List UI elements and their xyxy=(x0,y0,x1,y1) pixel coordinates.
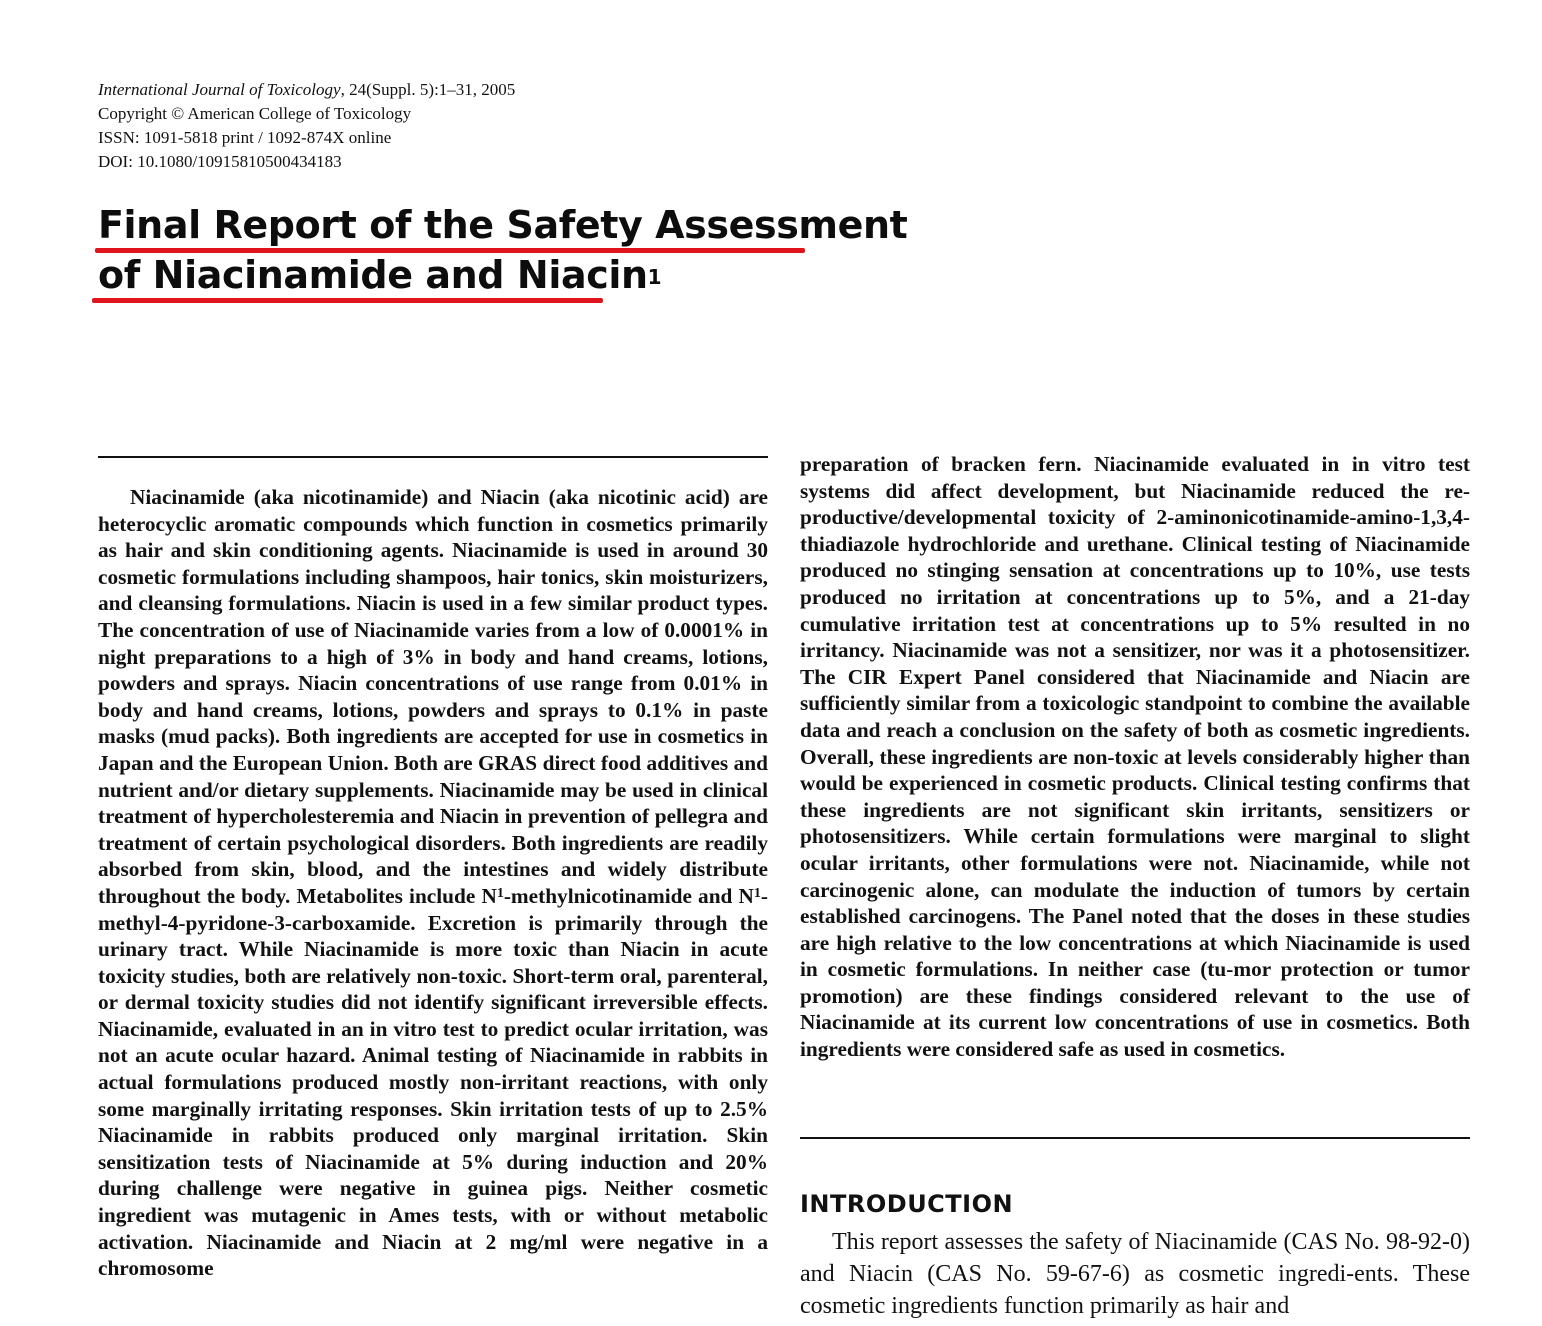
title-line-2-text: of Niacinamide and Niacin xyxy=(98,253,648,297)
introduction-text: This report assesses the safety of Niacinamide (CAS No. 98-92-0) and Niacin (CAS No. 59-67-6) as cosmetic ingredi-ents. These cosmetic ingredients function primarily as hair and xyxy=(800,1229,1470,1319)
abstract-left-column xyxy=(98,484,768,1326)
copyright-line: Copyright © American College of Toxicology xyxy=(98,104,412,123)
journal-volume: , 24(Suppl. 5):1–31, 2005 xyxy=(340,80,516,99)
title-line-1: Final Report of the Safety Assessment xyxy=(98,203,908,247)
abstract-right-column: preparation of bracken fern. Niacinamide evaluated in in vitro test systems did affect development, but Niacinamide reduced the re-productive/developmental toxicity of 2-aminonicotinamide-amino-1,3,4-thiadiazole hydrochloride and urethane. Clinical testing of Niacinamide produced no stinging sensation at concentrations up to 10%, use tests produced no irritation at concentrations up to 5%, and a 21-day cumulative irritation test at concentrations up to 5% resulted in no irritancy. Niacinamide was not a sensitizer, nor was it a photosensitizer. The CIR Expert Panel considered that Niacinamide and Niacin are sufficiently similar from a toxicologic standpoint to combine the available data and reach a conclusion on the safety of both as cosmetic ingredients. Overall, these ingredients are non-toxic at levels considerably higher than would be experienced in cosmetic products. Clinical testing confirms that these ingredients are not significant skin irritants, sensitizers or photosensitizers. While certain formulations were marginal to slight ocular irritants, other formulations were not. Niacinamide, while not carcinogenic alone, can modulate the induction of tumors by certain established carcinogens. The Panel noted that the doses in these studies are high relative to the low concentrations at which Niacinamide is used in cosmetic formulations. In neither case (tu-mor protection or tumor promotion) are these findings considered relevant to the use of Niacinamide at its current low concentrations of use in cosmetics. Both ingredients were considered safe as used in cosmetics. xyxy=(800,452,1470,1062)
superscript-marker: 1 xyxy=(753,885,761,901)
title-highlight-underline-1 xyxy=(95,248,805,253)
title-line-2 xyxy=(98,250,907,300)
introduction-heading: INTRODUCTION xyxy=(800,1190,1014,1218)
doi-line: DOI: 10.1080/10915810500434183 xyxy=(98,152,342,171)
abstract-top-rule xyxy=(98,456,768,458)
title-footnote-marker: 1 xyxy=(647,265,662,289)
issn-line: ISSN: 1091-5818 print / 1092-874X online xyxy=(98,128,392,147)
journal-meta xyxy=(98,78,515,174)
abstract-bottom-rule xyxy=(800,1137,1470,1139)
abstract-text-part-1: Niacinamide (aka nicotinamide) and Niacin (aka nicotinic acid) are heterocyclic aromatic compounds which function in cosmetics primarily as hair and skin conditioning agents. Niacinamide is used in around 30 cosmetic formulations including shampoos, hair tonics, skin moisturizers, and cleansing formulations. Niacin is used in a few similar product types. The concentration of use of Niacinamide varies from a low of 0.0001% in night preparations to a high of 3% in body and hand creams, lotions, powders and sprays. Niacin concentrations of use range from 0.01% in body and hand creams, lotions, powders and sprays to 0.1% in paste masks (mud packs). Both ingredients are accepted for use in cosmetics in Japan and the European Union. Both are GRAS direct food additives and nutrient and/or dietary supplements. Niacinamide may be used in clinical treatment of hypercholesteremia and Niacin in prevention of pellegra and treatment of certain psychological disorders. Both ingredients are readily absorbed from skin, blood, and the intestines and widely distribute throughout the body. Metabolites include N xyxy=(98,485,768,908)
journal-citation xyxy=(98,78,515,102)
title-highlight-underline-2 xyxy=(92,298,603,303)
journal-name: International Journal of Toxicology xyxy=(98,80,341,99)
superscript-marker: 1 xyxy=(496,885,504,901)
abstract-text-part-3: -methyl-4-pyridone-3-carboxamide. Excretion is primarily through the urinary tract. While Niacinamide is more toxic than Niacin in acute toxicity studies, both are relatively non-toxic. Short-term oral, parenteral, or dermal toxicity studies did not identify significant irreversible effects. Niacinamide, evaluated in an in vitro test to predict ocular irritation, was not an acute ocular hazard. Animal testing of Niacinamide in rabbits in actual formulations produced mostly non-irritant reactions, with only some marginally irritating responses. Skin irritation tests of up to 2.5% Niacinamide in rabbits produced only marginal irritation. Skin sensitization tests of Niacinamide at 5% during induction and 20% during challenge were negative in guinea pigs. Neither cosmetic ingredient was mutagenic in Ames tests, with or without metabolic activation. Niacinamide and Niacin at 2 mg/ml were negative in a chromosome xyxy=(98,883,768,1281)
abstract-text-part-2: -methylnicotinamide and N xyxy=(503,883,754,908)
